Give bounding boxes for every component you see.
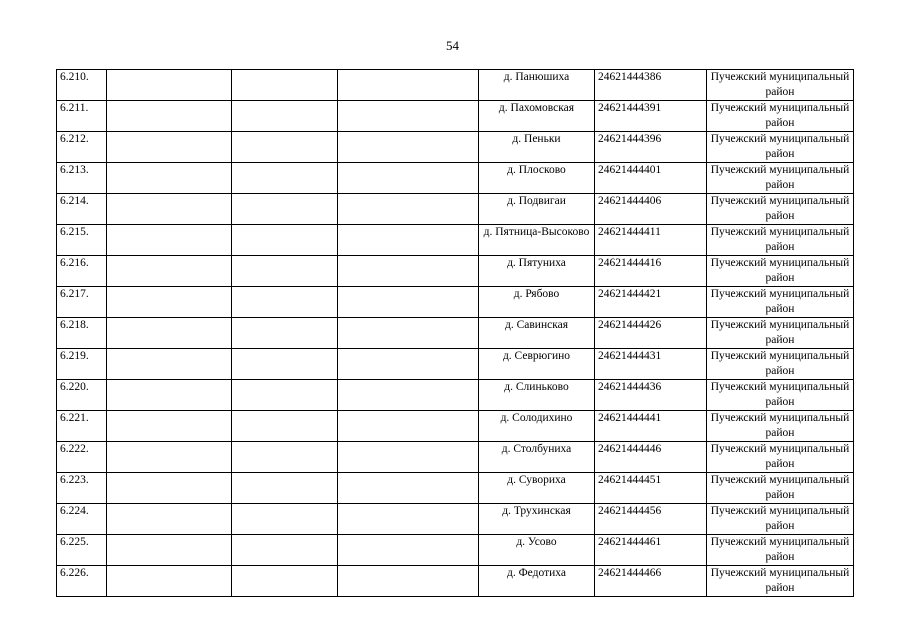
empty-cell-1 [107,256,232,287]
settlement-name-cell: д. Пятница-Высоково [479,225,595,256]
empty-cell-3 [338,194,479,225]
settlement-name-cell: д. Трухинская [479,504,595,535]
empty-cell-3 [338,411,479,442]
table-body [57,70,854,597]
table-row [57,225,854,256]
row-number-cell: 6.210. [57,70,107,101]
district-cell: Пучежский муниципальный район [707,287,854,318]
empty-cell-2 [232,380,338,411]
row-number-cell: 6.221. [57,411,107,442]
table-row [57,442,854,473]
empty-cell-1 [107,132,232,163]
empty-cell-2 [232,349,338,380]
district-cell: Пучежский муниципальный район [707,504,854,535]
row-number-cell: 6.223. [57,473,107,504]
empty-cell-2 [232,473,338,504]
table-row [57,194,854,225]
settlement-name-cell: д. Пеньки [479,132,595,163]
empty-cell-1 [107,504,232,535]
empty-cell-2 [232,225,338,256]
settlement-name-cell: д. Панюшиха [479,70,595,101]
empty-cell-1 [107,318,232,349]
empty-cell-3 [338,256,479,287]
empty-cell-3 [338,318,479,349]
district-cell: Пучежский муниципальный район [707,225,854,256]
empty-cell-3 [338,132,479,163]
row-number-cell: 6.225. [57,535,107,566]
empty-cell-3 [338,473,479,504]
district-cell: Пучежский муниципальный район [707,442,854,473]
row-number-cell: 6.218. [57,318,107,349]
district-cell: Пучежский муниципальный район [707,256,854,287]
empty-cell-2 [232,411,338,442]
empty-cell-3 [338,504,479,535]
row-number-cell: 6.214. [57,194,107,225]
district-cell: Пучежский муниципальный район [707,70,854,101]
oktmo-code-cell: 24621444466 [595,566,707,597]
oktmo-code-cell: 24621444396 [595,132,707,163]
district-cell: Пучежский муниципальный район [707,132,854,163]
district-cell: Пучежский муниципальный район [707,349,854,380]
empty-cell-3 [338,380,479,411]
settlement-name-cell: д. Пятуниха [479,256,595,287]
row-number-cell: 6.213. [57,163,107,194]
empty-cell-1 [107,163,232,194]
district-cell: Пучежский муниципальный район [707,163,854,194]
empty-cell-3 [338,566,479,597]
oktmo-code-cell: 24621444451 [595,473,707,504]
settlement-name-cell: д. Рябово [479,287,595,318]
oktmo-code-cell: 24621444406 [595,194,707,225]
empty-cell-2 [232,70,338,101]
empty-cell-3 [338,101,479,132]
settlement-name-cell: д. Плосково [479,163,595,194]
settlement-name-cell: д. Солодихино [479,411,595,442]
empty-cell-1 [107,194,232,225]
row-number-cell: 6.220. [57,380,107,411]
table-row [57,473,854,504]
row-number-cell: 6.217. [57,287,107,318]
oktmo-code-cell: 24621444461 [595,535,707,566]
empty-cell-3 [338,70,479,101]
table-row [57,163,854,194]
oktmo-code-cell: 24621444426 [595,318,707,349]
settlement-name-cell: д. Усово [479,535,595,566]
empty-cell-2 [232,194,338,225]
empty-cell-1 [107,411,232,442]
oktmo-code-cell: 24621444421 [595,287,707,318]
empty-cell-1 [107,442,232,473]
district-cell: Пучежский муниципальный район [707,318,854,349]
district-cell: Пучежский муниципальный район [707,194,854,225]
settlement-name-cell: д. Столбуниха [479,442,595,473]
empty-cell-2 [232,163,338,194]
table-row [57,101,854,132]
empty-cell-2 [232,504,338,535]
empty-cell-2 [232,535,338,566]
empty-cell-1 [107,380,232,411]
empty-cell-1 [107,566,232,597]
row-number-cell: 6.215. [57,225,107,256]
row-number-cell: 6.211. [57,101,107,132]
row-number-cell: 6.219. [57,349,107,380]
empty-cell-1 [107,349,232,380]
row-number-cell: 6.212. [57,132,107,163]
settlement-name-cell: д. Пахомовская [479,101,595,132]
table-row [57,566,854,597]
empty-cell-1 [107,535,232,566]
empty-cell-2 [232,132,338,163]
row-number-cell: 6.222. [57,442,107,473]
oktmo-code-cell: 24621444446 [595,442,707,473]
oktmo-code-cell: 24621444431 [595,349,707,380]
settlement-name-cell: д. Слиньково [479,380,595,411]
table-row [57,380,854,411]
empty-cell-2 [232,442,338,473]
row-number-cell: 6.226. [57,566,107,597]
empty-cell-1 [107,473,232,504]
settlement-name-cell: д. Севрюгино [479,349,595,380]
settlement-name-cell: д. Сувориха [479,473,595,504]
table-row [57,70,854,101]
table-row [57,535,854,566]
table-row [57,287,854,318]
empty-cell-2 [232,287,338,318]
table-row [57,318,854,349]
row-number-cell: 6.224. [57,504,107,535]
empty-cell-3 [338,535,479,566]
empty-cell-3 [338,163,479,194]
empty-cell-3 [338,225,479,256]
row-number-cell: 6.216. [57,256,107,287]
oktmo-code-cell: 24621444456 [595,504,707,535]
table-row [57,349,854,380]
empty-cell-2 [232,566,338,597]
table-row [57,132,854,163]
district-cell: Пучежский муниципальный район [707,380,854,411]
table-row [57,256,854,287]
empty-cell-2 [232,101,338,132]
table-row [57,504,854,535]
oktmo-code-cell: 24621444436 [595,380,707,411]
settlement-name-cell: д. Подвигаи [479,194,595,225]
oktmo-code-cell: 24621444401 [595,163,707,194]
oktmo-code-cell: 24621444391 [595,101,707,132]
oktmo-code-cell: 24621444441 [595,411,707,442]
settlement-name-cell: д. Савинская [479,318,595,349]
empty-cell-3 [338,442,479,473]
empty-cell-3 [338,287,479,318]
district-cell: Пучежский муниципальный район [707,566,854,597]
page-number: 54 [446,38,459,53]
oktmo-code-cell: 24621444416 [595,256,707,287]
district-cell: Пучежский муниципальный район [707,473,854,504]
empty-cell-1 [107,101,232,132]
empty-cell-1 [107,225,232,256]
district-cell: Пучежский муниципальный район [707,535,854,566]
empty-cell-2 [232,256,338,287]
empty-cell-1 [107,70,232,101]
oktmo-code-cell: 24621444411 [595,225,707,256]
settlement-name-cell: д. Федотиха [479,566,595,597]
empty-cell-3 [338,349,479,380]
district-cell: Пучежский муниципальный район [707,411,854,442]
district-cell: Пучежский муниципальный район [707,101,854,132]
table-row [57,411,854,442]
empty-cell-2 [232,318,338,349]
settlements-table [56,69,854,597]
oktmo-code-cell: 24621444386 [595,70,707,101]
empty-cell-1 [107,287,232,318]
